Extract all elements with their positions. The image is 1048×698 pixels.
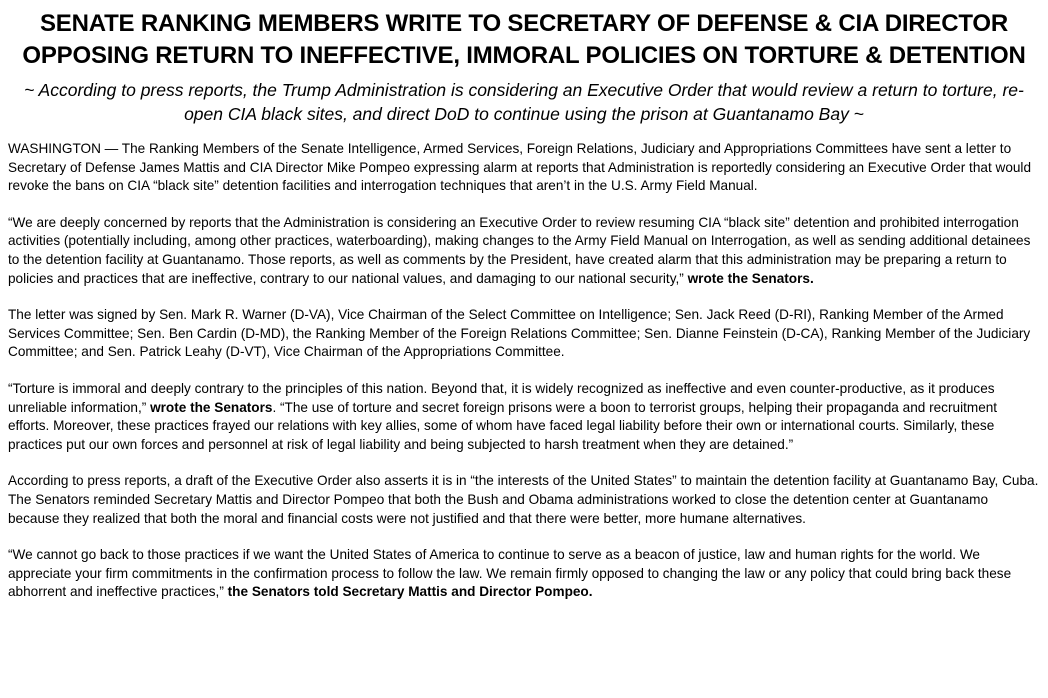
paragraph-2 bbox=[8, 214, 1040, 288]
paragraph-6-text: “We cannot go back to those practices if we want the United States of America to continue to serve as a beacon of justice, law and human rights for the world. We appreciate your firm commitments in the confirmation process to follow the law. We remain firmly opposed to changing the law or any policy that could bring back these abhorrent and ineffective practices,” bbox=[8, 547, 1012, 600]
paragraph-6-attribution: the Senators told Secretary Mattis and Director Pompeo. bbox=[227, 584, 593, 600]
headline bbox=[8, 8, 1040, 72]
subheadline: ~ According to press reports, the Trump Administration is considering an Executive Order that would review a return to torture, re-open CIA black sites, and direct DoD to continue using the prison at Guantanamo Bay ~ bbox=[24, 80, 1024, 124]
paragraph-5 bbox=[8, 472, 1040, 528]
paragraph-2-attribution: wrote the Senators. bbox=[687, 270, 814, 286]
paragraph-4-text-after: . “The use of torture and secret foreign prisons were a boon to terrorist groups, helping their propaganda and recruitment efforts. Moreover, these practices frayed our relations with key allies, some of whom have faced legal liability before their own or international courts. Similarly, these practices put our own forces and personnel at risk of legal liability and being subjected to harsh treatment when they are detained.” bbox=[8, 399, 998, 452]
headline-line-2: OPPOSING RETURN TO INEFFECTIVE, IMMORAL POLICIES ON TORTURE & DETENTION bbox=[22, 42, 1026, 69]
paragraph-2-text: “We are deeply concerned by reports that the Administration is considering an Executive Order to review resuming CIA “black site” detention and prohibited interrogation activities (potentially including, among other practices, waterboarding), making changes to the Army Field Manual on Interrogation, as well as sending additional detainees to the detention facility at Guantanamo. Those reports, as well as comments by the President, have created alarm that this administration may be preparing a return to policies and practices that are ineffective, contrary to our national values, and damaging to our national security,” bbox=[8, 214, 1031, 286]
paragraph-6 bbox=[8, 546, 1040, 602]
paragraph-1-text: WASHINGTON — The Ranking Members of the Senate Intelligence, Armed Services, Foreign Relations, Judiciary and Appropriations Committees have sent a letter to Secretary of Defense James Mattis and CIA Director Mike Pompeo expressing alarm at reports that Administration is reportedly considering an Executive Order that would revoke the bans on CIA “black site” detention facilities and interrogation techniques that aren’t in the U.S. Army Field Manual. bbox=[8, 141, 1032, 194]
paragraph-3-text: The letter was signed by Sen. Mark R. Warner (D-VA), Vice Chairman of the Select Committee on Intelligence; Sen. Jack Reed (D-RI), Ranking Member of the Armed Services Committee; Sen. Ben Cardin (D-MD), the Ranking Member of the Foreign Relations Committee; Sen. Dianne Feinstein (D-CA), Ranking Member of the Judiciary Committee; and Sen. Patrick Leahy (D-VT), Vice Chairman of the Appropriations Committee. bbox=[8, 307, 1031, 360]
paragraph-3 bbox=[8, 306, 1040, 362]
paragraph-4 bbox=[8, 380, 1040, 454]
paragraph-1 bbox=[8, 140, 1040, 196]
paragraph-5-text: According to press reports, a draft of the Executive Order also asserts it is in “the interests of the United States” to maintain the detention facility at Guantanamo Bay, Cuba. The Senators reminded Secretary Mattis and Director Pompeo that both the Bush and Obama administrations worked to close the detention center at Guantanamo because they realized that both the moral and financial costs were not justified and that there were better, more humane alternatives. bbox=[8, 473, 1039, 526]
headline-line-1: SENATE RANKING MEMBERS WRITE TO SECRETARY OF DEFENSE & CIA DIRECTOR bbox=[40, 10, 1008, 37]
paragraph-4-text-before: “Torture is immoral and deeply contrary to the principles of this nation. Beyond that, it is widely recognized as ineffective and even counter-productive, as it produces unreliable information,” bbox=[8, 380, 995, 415]
paragraph-4-attribution: wrote the Senators bbox=[150, 399, 273, 415]
